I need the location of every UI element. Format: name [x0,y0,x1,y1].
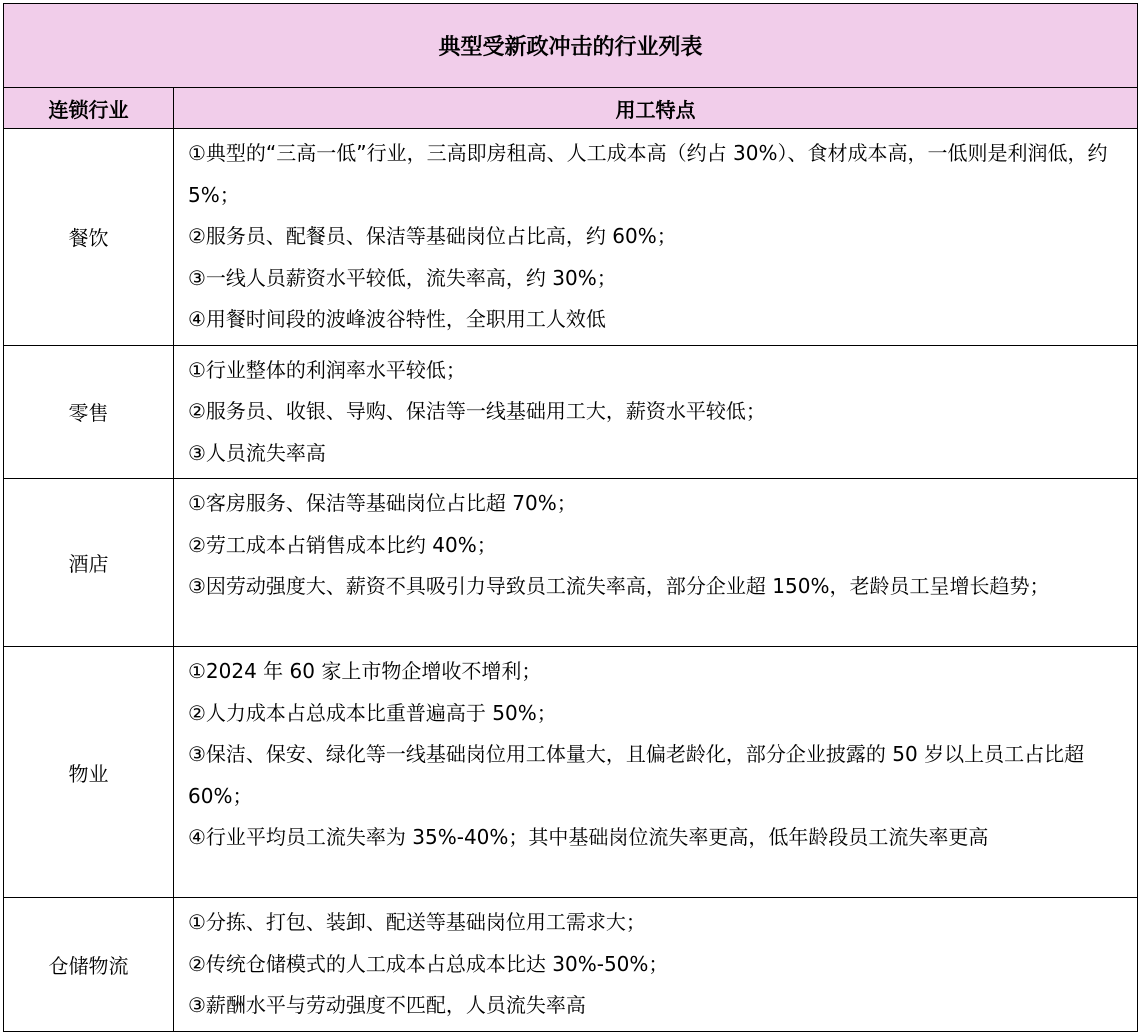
table-title: 典型受新政冲击的行业列表 [4,4,1138,88]
features-cell [174,129,1138,346]
feature-item: ①客房服务、保洁等基础岗位占比超 70%； [188,491,577,515]
feature-item: ③薪酬水平与劳动强度不匹配，人员流失率高 [188,993,586,1017]
header-row [4,88,1138,129]
features-cell [174,898,1138,1032]
table-row [4,129,1138,346]
title-row [4,4,1138,88]
header-industry: 连锁行业 [4,88,174,129]
industry-cell: 餐饮 [4,129,174,346]
industry-cell: 物业 [4,647,174,898]
feature-item: ②人力成本占总成本比重普遍高于 50%； [188,700,557,725]
table-row [4,345,1138,479]
feature-item: ①2024 年 60 家上市物企增收不增利； [188,659,542,683]
features-cell [174,479,1138,647]
industry-cell: 零售 [4,345,174,479]
features-cell [174,345,1138,479]
feature-item: ④用餐时间段的波峰波谷特性，全职用工人效低 [188,307,606,331]
table-row [4,647,1138,898]
feature-item: ①典型的“三高一低”行业，三高即房租高、人工成本高（约占 30%）、食材成本高，一低则是利润低，约 5%； [188,141,1108,207]
industry-table [3,3,1138,1032]
feature-item: ②服务员、配餐员、保洁等基础岗位占比高，约 60%； [188,224,677,248]
feature-item: ③保洁、保安、绿化等一线基础岗位用工体量大，且偏老龄化，部分企业披露的 50 岁以上员工占比超 60%； [188,742,1085,808]
feature-item: ①行业整体的利润率水平较低； [188,357,466,382]
feature-item: ④行业平均员工流失率为 35%-40%；其中基础岗位流失率更高，低年龄段员工流失率更高 [188,825,989,849]
table-row [4,479,1138,647]
feature-item: ②服务员、收银、导购、保洁等一线基础用工大，薪资水平较低； [188,399,766,423]
feature-item: ③一线人员薪资水平较低，流失率高，约 30%； [188,265,617,290]
feature-item: ②传统仓储模式的人工成本占总成本比达 30%-50%； [188,951,669,976]
industry-cell: 酒店 [4,479,174,647]
feature-item: ②劳工成本占销售成本比约 40%； [188,532,497,557]
feature-item: ③因劳动强度大、薪资不具吸引力导致员工流失率高，部分企业超 150%，老龄员工呈增长趋势； [188,574,1050,598]
feature-item: ③人员流失率高 [188,440,326,465]
features-cell [174,647,1138,898]
header-features: 用工特点 [174,88,1138,129]
feature-item: ①分拣、打包、装卸、配送等基础岗位用工需求大； [188,910,646,934]
industry-cell: 仓储物流 [4,898,174,1032]
table-row [4,898,1138,1032]
